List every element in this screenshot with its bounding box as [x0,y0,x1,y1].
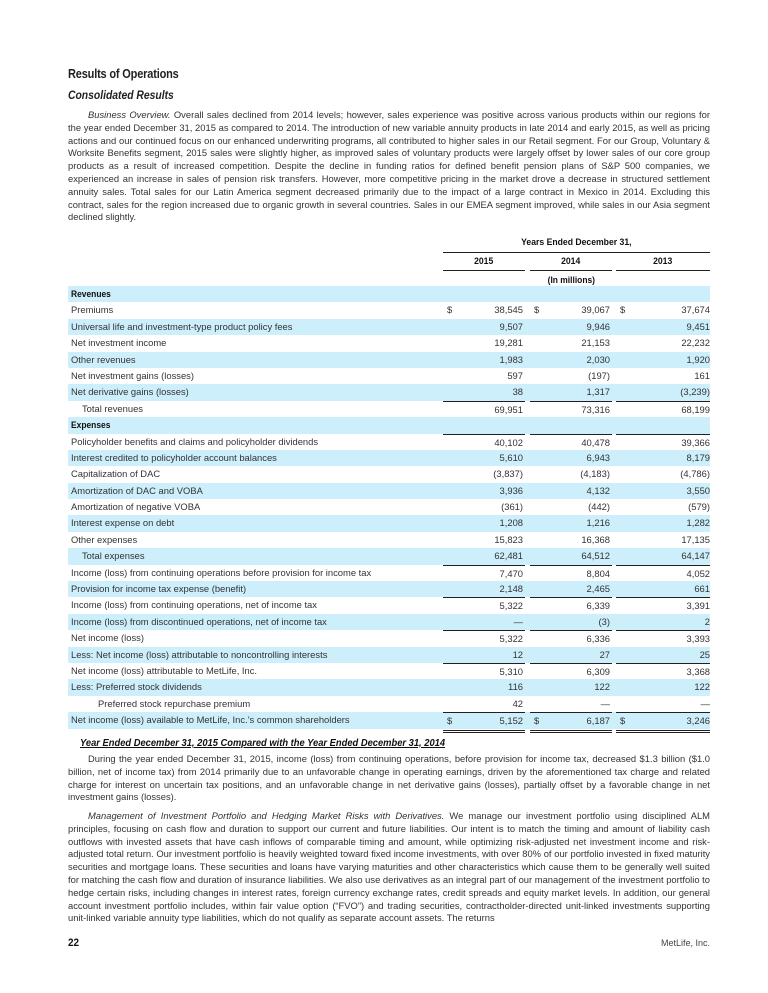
table-row [68,335,710,351]
table-row [68,319,710,335]
cell-value: (4,786) [680,468,710,480]
value-cell-2013 [616,712,710,732]
comparison-heading: Year Ended December 31, 2015 Compared with the Year Ended December 31, 2014 [80,738,446,749]
paragraph-lead: Business Overview. [88,109,171,120]
cell-value: (3) [598,615,610,627]
cell-value: 39,366 [681,436,710,448]
row-label: Preferred stock repurchase premium [98,697,251,709]
table-row [68,302,710,318]
cell-value: 62,481 [494,550,523,562]
value-cell-2015 [443,532,525,548]
row-label: Other expenses [71,533,138,545]
value-cell-2013 [616,466,710,482]
table-row [68,614,710,630]
page-number: 22 [68,937,80,949]
value-cell-2013 [616,483,710,499]
value-cell-2015 [443,696,525,712]
value-cell-2015 [443,319,525,335]
row-label: Net income (loss) [71,632,144,644]
cell-value: 3,550 [686,484,710,496]
table-row [68,679,710,695]
value-cell-2014 [530,548,612,565]
cell-value: 5,322 [499,633,523,645]
cell-value: — [513,615,523,627]
value-cell-2013 [616,663,710,680]
value-cell-2013 [616,319,710,335]
cell-value: (442) [588,501,610,513]
cell-value: 661 [694,583,710,595]
table-row [68,696,710,712]
cell-value: 27 [599,648,610,660]
row-label: Policyholder benefits and claims and policyholder dividends [71,435,319,447]
cell-value: 2 [704,615,710,627]
table-row [68,581,710,597]
row-label: Amortization of DAC and VOBA [71,484,203,496]
cell-value: — [700,697,710,709]
row-label: Net income (loss) attributable to MetLife, Inc. [71,664,258,676]
value-cell-2015 [443,630,525,647]
value-cell-2013 [616,450,710,466]
cell-value: 3,936 [499,484,523,496]
cell-value: 6,309 [586,665,610,677]
cell-value: 1,282 [686,517,710,529]
cell-value: 3,246 [686,715,710,727]
paragraph-body: Overall sales declined from 2014 levels; however, sales experience was positive across various products within our regions for the year ended December 31, 2015 as compared to 2014. The introduction of new variable annuity products in late 2014 and early 2015, as well as pricing actions and our continued focus on our enhanced underwriting programs, all contributed to higher sales in our Retail segment. For our Group, Voluntary & Worksite Benefits segment, 2015 sales were slightly higher, as improved sales of voluntary products were largely offset by lower sales of our core group products as a result of increased competition. Despite the decline in funding ratios for defined benefit pension plans of S&P 500 companies, we experienced an increase in sales of pension risk transfers. However, more competitive pricing in the market drove a decrease in structured settlement annuity sales. Total sales for our Latin America segment decreased primarily due to the impact of a large contract in Mexico in 2014. Excluding this contract, sales for the region increased due to organic growth in several countries. Sales in our EMEA segment improved, while sales in our Asia segment declined slightly. [68,109,711,223]
paragraph-body: During the year ended December 31, 2015, income (loss) from continuing operations, before provision for income tax, decreased $1.3 billion ($1.0 billion, net of income tax) from 2014 primarily due to an unfavorable change in operating earnings, driven by the aforementioned tax charge and related charge for interest on uncertain tax positions, and an unfavorable change in net derivative gains (losses), partially offset by a favorable change in net investment gains (losses). [68,753,710,803]
table-row [68,384,710,400]
row-label: Premiums [71,304,114,316]
table-row [68,401,710,417]
row-label: Net income (loss) available to MetLife, Inc.’s common shareholders [71,714,350,726]
cell-value: 64,512 [581,550,610,562]
row-label: Provision for income tax expense (benefit) [71,583,247,595]
table-row [68,515,710,531]
units-label: (In millions) [547,274,595,285]
period-header: Years Ended December 31, [443,237,710,253]
cell-value: 40,478 [581,436,610,448]
value-cell-2013 [616,368,710,384]
row-label: Universal life and investment-type product policy fees [71,320,293,332]
value-cell-2013 [616,532,710,548]
value-cell-2015 [443,302,525,318]
row-label: Less: Preferred stock dividends [71,681,202,693]
cell-value: — [600,697,610,709]
value-cell-2015 [443,368,525,384]
value-cell-2013 [616,434,710,451]
cell-value: 68,199 [681,403,710,415]
table-row [68,663,710,679]
value-cell-2013 [616,597,710,614]
value-cell-2014 [530,597,612,614]
cell-value: 6,339 [586,600,610,612]
value-cell-2015 [443,515,525,531]
cell-value: 3,393 [686,633,710,645]
cell-value: 3,391 [686,600,710,612]
cell-value: 19,281 [494,337,523,349]
cell-value: (3,837) [493,468,523,480]
value-cell-2014 [530,712,612,732]
cell-value: 3,368 [686,665,710,677]
company-name: MetLife, Inc. [660,938,710,948]
cell-value: 5,152 [499,715,523,727]
row-label: Net investment gains (losses) [71,369,194,381]
value-cell-2014 [530,647,612,663]
value-cell-2014 [530,679,612,695]
value-cell-2014 [530,335,612,351]
table-body [68,286,710,729]
table-row [68,548,710,564]
column-header-2013: 2013 [616,256,710,271]
cell-value: 2,148 [499,583,523,595]
cell-value: 116 [508,681,523,693]
row-label: Less: Net income (loss) attributable to noncontrolling interests [71,648,328,660]
value-cell-2015 [443,663,525,680]
cell-value: 6,336 [586,633,610,645]
value-cell-2014 [530,466,612,482]
value-cell-2014 [530,483,612,499]
value-cell-2013 [616,548,710,565]
value-cell-2014 [530,515,612,531]
value-cell-2015 [443,466,525,482]
cell-value: 22,232 [681,337,710,349]
value-cell-2015 [443,352,525,368]
value-cell-2013 [616,679,710,695]
row-label: Total expenses [82,550,145,562]
cell-value: 1,317 [586,386,610,398]
cell-value: 37,674 [681,304,710,316]
value-cell-2013 [616,565,710,582]
value-cell-2015 [443,434,525,451]
cell-value: 2,030 [586,353,610,365]
value-cell-2015 [443,647,525,663]
row-label: Income (loss) from continuing operations, net of income tax [71,599,317,611]
cell-value: 16,368 [581,533,610,545]
value-cell-2013 [616,499,710,515]
cell-value: 21,153 [581,337,610,349]
cell-value: 64,147 [681,550,710,562]
value-cell-2013 [616,352,710,368]
value-cell-2014 [530,499,612,515]
value-cell-2014 [530,581,612,597]
cell-value: 9,451 [686,320,710,332]
cell-value: 5,322 [499,600,523,612]
cell-value: 38,545 [494,304,523,316]
table-row [68,483,710,499]
cell-value: 40,102 [494,436,523,448]
table-row [68,417,710,433]
cell-value: 69,951 [494,403,523,415]
column-header-2015: 2015 [443,256,525,271]
value-cell-2014 [530,434,612,451]
value-cell-2014 [530,663,612,680]
cell-value: 597 [507,369,523,381]
cell-value: 6,943 [586,451,610,463]
value-cell-2014 [530,696,612,712]
value-cell-2013 [616,302,710,318]
paragraph-body: We manage our investment portfolio using disciplined ALM principles, focusing on cash flow and duration to support our current and future liabilities. Our intent is to match the timing and amount of liability cash outflows with invested assets that have cash inflows of comparable timing and amount, while optimizing risk-adjusted net investment income and risk-adjusted total return. Our investment portfolio is heavily weighted toward fixed income investments, with over 80% of our portfolio invested in fixed maturity securities and mortgage loans. These securities and loans have varying maturities and other characteristics which cause them to be generally well suited for matching the cash flow and duration of insurance liabilities. We also use derivatives as an integral part of our management of the investment portfolio to hedge certain risks, including changes in interest rates, foreign currency exchange rates, credit spreads and equity market levels. In addition, our general account investment portfolio includes, within fair value option (“FVO”) and trading securities, contractholder-directed unit-linked investments supporting unit-linked variable annuity type liabilities, which do not qualify as separate account assets. The returns [68,810,710,924]
cell-value: 1,983 [499,353,523,365]
cell-value: 8,804 [586,567,610,579]
table-row [68,565,710,581]
value-cell-2014 [530,302,612,318]
cell-value: 9,507 [499,320,523,332]
value-cell-2015 [443,614,525,630]
cell-value: 1,920 [686,353,710,365]
value-cell-2015 [443,483,525,499]
cell-value: 17,135 [681,533,710,545]
table-row [68,630,710,646]
section-title: Results of Operations [68,67,179,81]
subsection-title: Consolidated Results [68,90,174,102]
row-label: Capitalization of DAC [71,468,161,480]
value-cell-2015 [443,450,525,466]
value-cell-2015 [443,581,525,597]
paragraph-lead: Management of Investment Portfolio and Hedging Market Risks with Derivatives. [88,810,445,821]
value-cell-2015 [443,499,525,515]
row-label: Total revenues [82,402,143,414]
cell-value: 9,946 [586,320,610,332]
value-cell-2013 [616,647,710,663]
table-row [68,368,710,384]
cell-value: 5,610 [499,451,523,463]
column-header-2014: 2014 [530,256,612,271]
value-cell-2015 [443,597,525,614]
table-row [68,450,710,466]
cell-value: 25 [699,648,710,660]
value-cell-2013 [616,515,710,531]
currency-symbol: $ [447,304,453,316]
value-cell-2013 [616,614,710,630]
value-cell-2014 [530,532,612,548]
table-row [68,597,710,613]
table-row [68,286,710,302]
cell-value: (361) [501,501,523,513]
value-cell-2014 [530,384,612,400]
currency-symbol: $ [447,715,453,727]
value-cell-2014 [530,352,612,368]
table-row [68,434,710,450]
value-cell-2013 [616,384,710,400]
table-row [68,352,710,368]
currency-symbol: $ [620,304,626,316]
row-label: Interest credited to policyholder account balances [71,451,277,463]
row-label: Net investment income [71,337,167,349]
business-overview-paragraph [68,109,710,224]
currency-symbol: $ [534,715,540,727]
value-cell-2015 [443,335,525,351]
value-cell-2013 [616,696,710,712]
cell-value: 1,208 [499,517,523,529]
value-cell-2015 [443,679,525,695]
cell-value: 4,132 [586,484,610,496]
investment-management-paragraph [68,810,710,925]
row-label: Amortization of negative VOBA [71,501,201,513]
cell-value: 8,179 [686,451,710,463]
cell-value: 2,465 [586,583,610,595]
value-cell-2013 [616,581,710,597]
cell-value: 122 [694,681,710,693]
cell-value: 1,216 [586,517,610,529]
cell-value: 122 [594,681,610,693]
cell-value: 12 [512,648,523,660]
cell-value: (197) [588,369,610,381]
value-cell-2013 [616,335,710,351]
cell-value: 5,310 [499,665,523,677]
cell-value: 38 [512,386,523,398]
cell-value: 4,052 [686,567,710,579]
cell-value: (4,183) [580,468,610,480]
cell-value: 39,067 [581,304,610,316]
value-cell-2015 [443,565,525,582]
value-cell-2014 [530,614,612,630]
row-label: Revenues [71,288,111,299]
cell-value: 73,316 [581,403,610,415]
value-cell-2014 [530,630,612,647]
table-row [68,712,710,728]
table-row [68,647,710,663]
table-row [68,466,710,482]
comparison-paragraph [68,753,710,804]
value-cell-2015 [443,548,525,565]
value-cell-2014 [530,319,612,335]
cell-value: (579) [688,501,710,513]
currency-symbol: $ [620,715,626,727]
cell-value: 42 [512,697,523,709]
row-label: Net derivative gains (losses) [71,386,189,398]
row-label: Expenses [71,419,111,431]
value-cell-2014 [530,450,612,466]
table-row [68,499,710,515]
row-label: Interest expense on debt [71,517,175,529]
cell-value: 161 [694,369,710,381]
row-label: Income (loss) from discontinued operations, net of income tax [71,615,327,627]
cell-value: 15,823 [494,533,523,545]
cell-value: 7,470 [499,567,523,579]
value-cell-2013 [616,630,710,647]
row-label: Other revenues [71,353,136,365]
value-cell-2014 [530,368,612,384]
row-label: Income (loss) from continuing operations before provision for income tax [71,566,372,578]
currency-symbol: $ [534,304,540,316]
cell-value: 6,187 [586,715,610,727]
value-cell-2015 [443,712,525,732]
cell-value: (3,239) [680,386,710,398]
value-cell-2015 [443,384,525,400]
value-cell-2014 [530,565,612,582]
table-row [68,532,710,548]
